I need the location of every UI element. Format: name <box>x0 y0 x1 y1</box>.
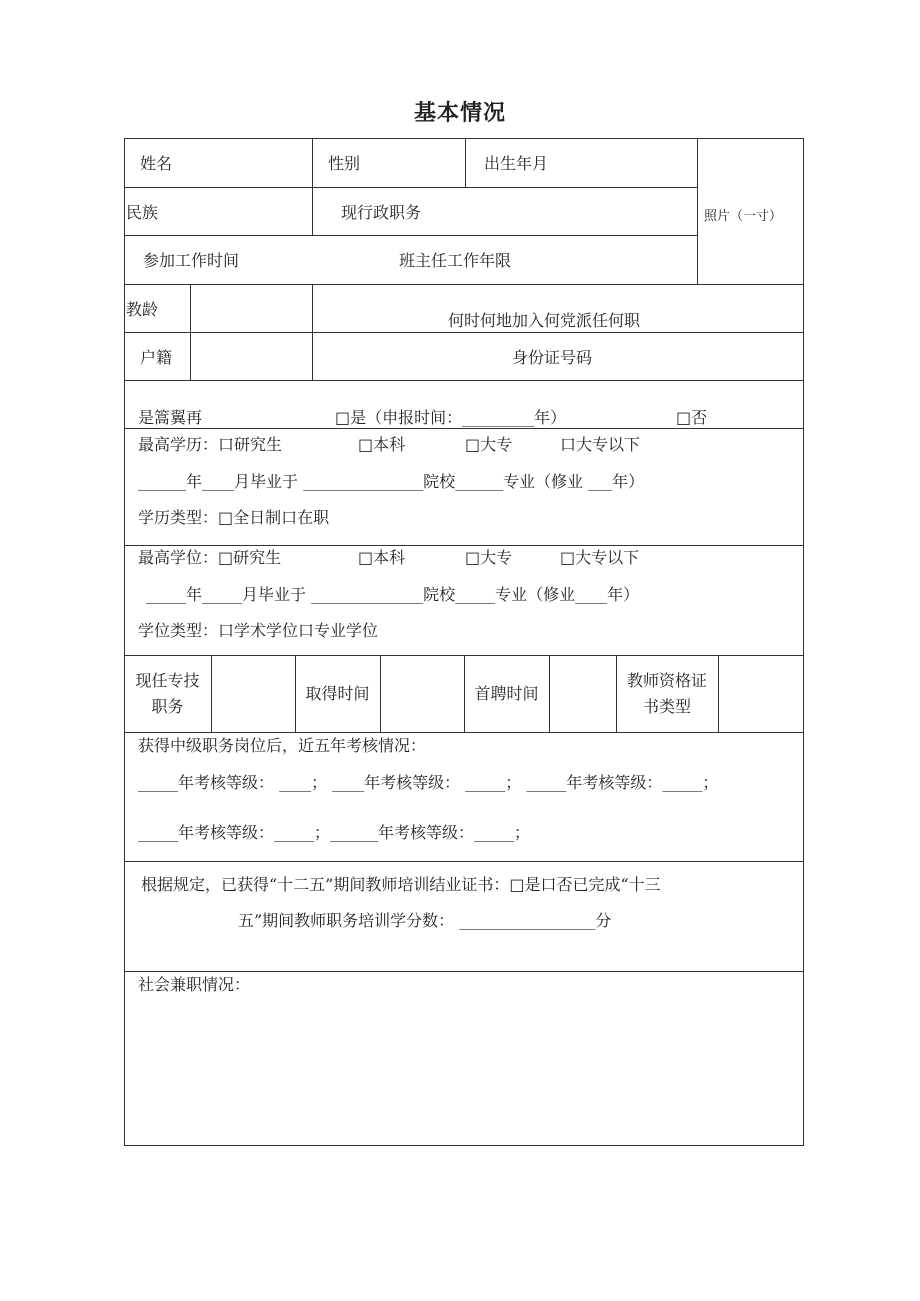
row-divider <box>124 732 804 733</box>
row-divider <box>124 284 804 285</box>
page-title: 基本情况 <box>413 101 506 126</box>
assessment-heading: 获得中级职务岗位后，近五年考核情况： <box>138 736 427 755</box>
education-bachelor-option[interactable]: □本科 <box>358 435 406 454</box>
col-divider <box>190 284 191 380</box>
col-divider <box>465 138 466 187</box>
education-level-line: 最高学历：口研究生 <box>138 435 283 454</box>
education-graduation-line: ______年____月毕业于 _______________院校______专业（修业 ___年） <box>138 472 645 491</box>
col-divider <box>697 138 698 284</box>
admin-post-label: 现行政职务 <box>341 203 422 222</box>
training-line-2: 五”期间教师职务培训学分数： _________________分 <box>238 911 612 930</box>
col-divider <box>718 655 719 732</box>
social-positions-label: 社会兼职情况： <box>138 975 251 994</box>
ethnicity-label: 民族 <box>126 203 159 222</box>
household-label: 户籍 <box>140 348 173 367</box>
gender-label: 性别 <box>328 154 361 173</box>
col-divider <box>549 655 550 732</box>
obtained-time-label: 取得时间 <box>305 684 370 703</box>
row-divider <box>124 332 804 333</box>
col-divider <box>380 655 381 732</box>
current-title-label: 现任专技 职务 <box>135 671 200 716</box>
row-divider <box>124 428 804 429</box>
degree-bachelor-option[interactable]: □本科 <box>358 548 406 567</box>
flag-no-option[interactable]: □否 <box>676 408 708 427</box>
training-line-1: 根据规定，已获得“十二五”期间教师培训结业证书：□是口否已完成“十三 <box>141 875 661 894</box>
degree-type-line: 学位类型：口学术学位口专业学位 <box>138 621 379 640</box>
row-divider <box>124 380 804 381</box>
col-divider <box>312 138 313 236</box>
row-divider <box>124 187 697 188</box>
degree-college-option[interactable]: □大专 <box>465 548 513 567</box>
degree-below-option[interactable]: □大专以下 <box>560 548 640 567</box>
flag-yes-option[interactable]: □是（申报时间：_________年） <box>335 408 567 427</box>
teacher-cert-type-label: 教师资格证 书类型 <box>626 671 707 716</box>
photo-placeholder: 照片（一寸） <box>704 209 783 224</box>
row-divider <box>124 235 697 236</box>
education-college-option[interactable]: □大专 <box>465 435 513 454</box>
row-divider <box>124 545 804 546</box>
degree-graduation-line: _____年_____月毕业于 ______________院校_____专业（修业____年） <box>146 585 640 604</box>
education-below-option[interactable]: 口大专以下 <box>560 435 641 454</box>
row-divider <box>124 861 804 862</box>
education-type-line: 学历类型：□全日制口在职 <box>138 508 330 527</box>
party-label: 何时何地加入何党派任何职 <box>448 311 641 330</box>
head-teacher-years-label: 班主任工作年限 <box>399 251 512 270</box>
teaching-years-label: 教龄 <box>126 300 159 319</box>
col-divider <box>211 655 212 732</box>
flag-question: 是篙翼再 <box>138 408 203 427</box>
id-number-label: 身份证号码 <box>512 348 593 367</box>
work-start-label: 参加工作时间 <box>143 251 240 270</box>
name-label: 姓名 <box>140 154 173 173</box>
first-hire-time-label: 首聘时间 <box>474 684 539 703</box>
assessment-line-1: _____年考核等级： ____； ____年考核等级： _____； _____年考核等级：_____； <box>138 773 719 792</box>
degree-level-line: 最高学位：□研究生 <box>138 548 282 567</box>
assessment-line-2: _____年考核等级：_____；______年考核等级：_____； <box>138 823 531 842</box>
birth-date-label: 出生年月 <box>484 154 549 173</box>
row-divider <box>124 971 804 972</box>
col-divider <box>312 284 313 380</box>
